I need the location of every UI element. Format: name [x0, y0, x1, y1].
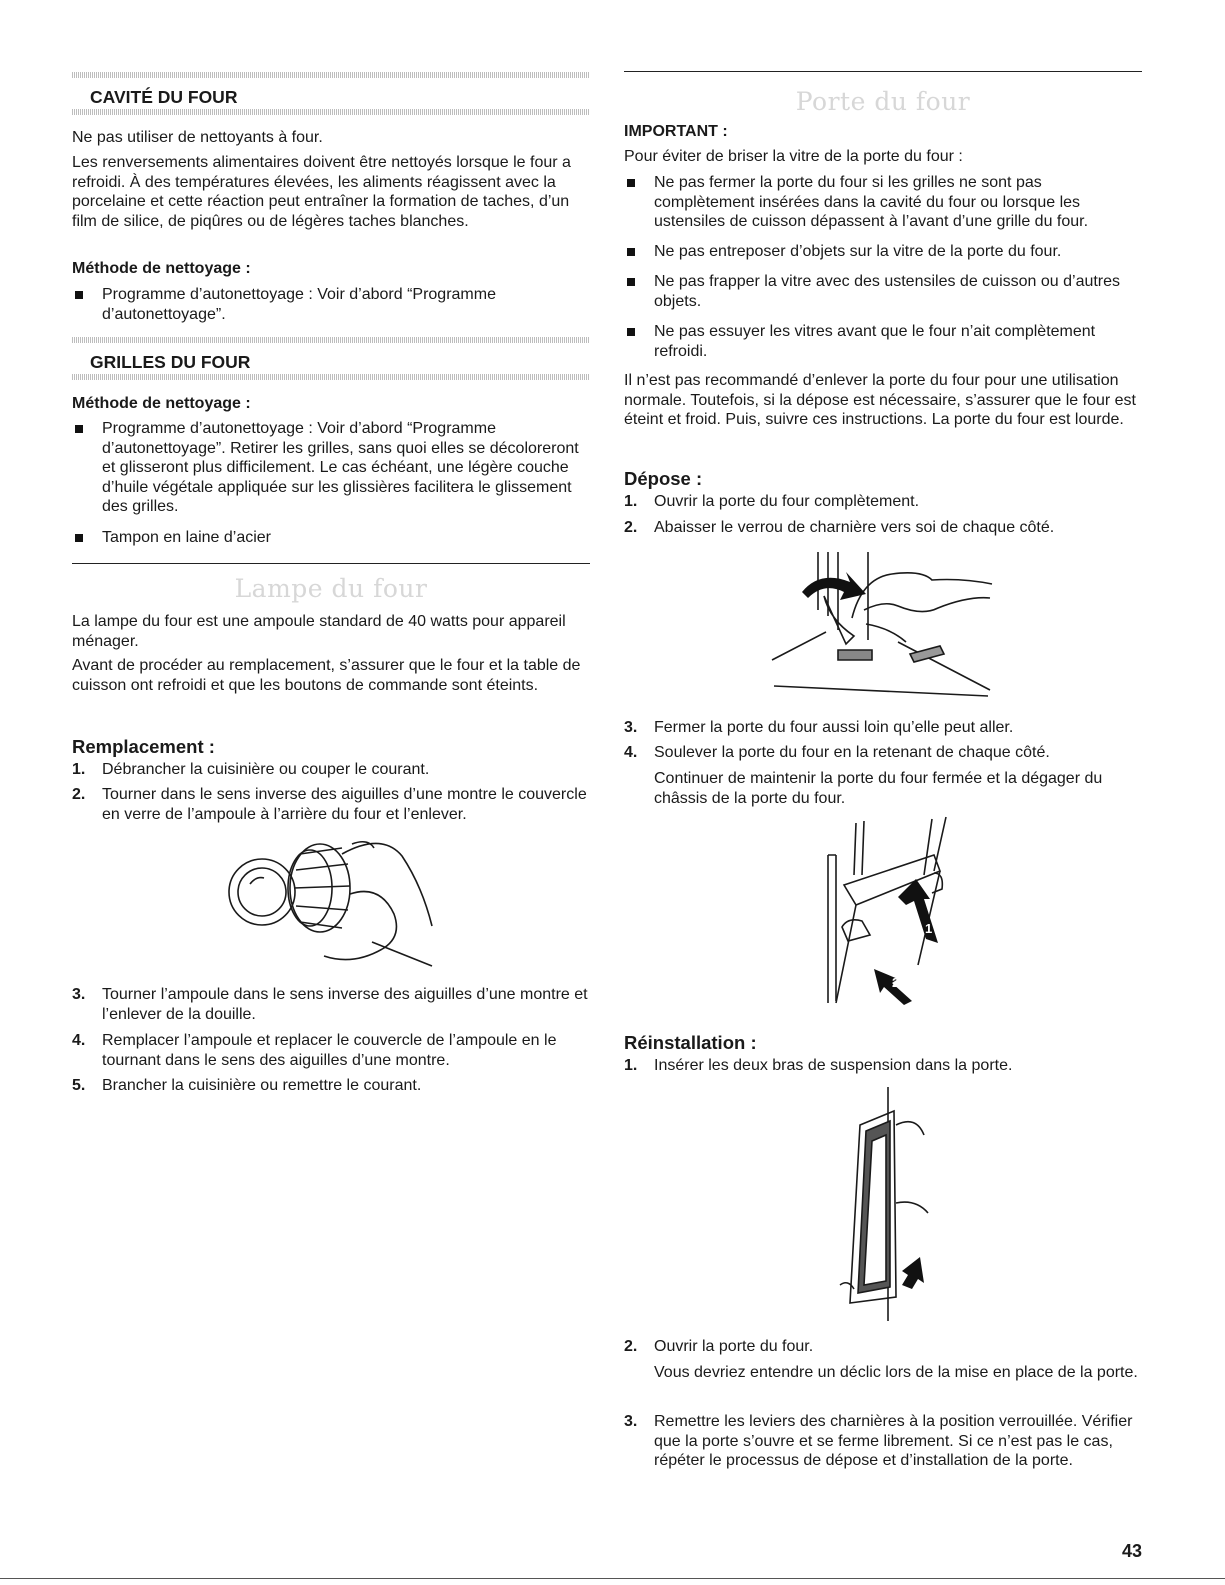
lampe-step: 3. Tourner l’ampoule dans le sens inverse des aiguilles d’une montre et l’enlever de la douille.: [72, 986, 588, 1023]
section-hatch-top: [72, 72, 590, 78]
reinstall-label: Réinstallation :: [624, 1032, 757, 1053]
important-label: IMPORTANT :: [624, 123, 728, 140]
door-reinstall-illustration: [830, 1085, 940, 1325]
reinstall-step: 1. Insérer les deux bras de suspension dans la porte.: [624, 1057, 1013, 1074]
hinge-latch-illustration: [768, 550, 1008, 700]
section-heading-cavite: CAVITÉ DU FOUR: [90, 87, 238, 107]
porte-bullet: Ne pas entreposer d’objets sur la vitre de la porte du four.: [624, 242, 1142, 262]
reinstall-step-continuation: Vous devriez entendre un déclic lors de la mise en place de la porte.: [654, 1364, 1138, 1381]
door-removal-illustration: [822, 815, 962, 1015]
arrow-label-1: 1: [925, 921, 933, 936]
reinstall-step: 3. Remettre les leviers des charnières à la position verrouillée. Vérifier que la porte s’ouvre et se ferme librement. Si ce n’est pas le cas, répéter le processus de dépose et d’installation de la porte.: [624, 1413, 1133, 1470]
porte-bullet: Ne pas fermer la porte du four si les grilles ne sont pas complètement insérées dans la cavité du four ou lorsque les ustensiles de cuisson dépassent à l’avant d’une grille du four.: [624, 173, 1142, 232]
page-bottom-rule: [0, 1578, 1225, 1579]
bulb-socket-ring: [229, 859, 295, 925]
lampe-step: 2. Tourner dans le sens inverse des aiguilles d’une montre le couvercle en verre de l’ampoule à l’arrière du four et l’enlever.: [72, 786, 587, 823]
depose-step: 2. Abaisser le verrou de charnière vers soi de chaque côté.: [624, 519, 1055, 536]
section-rule: [624, 71, 1142, 72]
insert-arrow-icon: [902, 1257, 924, 1289]
section-rule: [72, 563, 590, 564]
depose-step: 4. Soulever la porte du four en la retenant de chaque côté.: [624, 744, 1050, 761]
grilles-method-label: Méthode de nettoyage :: [72, 395, 251, 412]
section-hatch-bottom: [72, 374, 590, 380]
lampe-step: 4. Remplacer l’ampoule et replacer le couvercle de l’ampoule en le tournant dans le sens des aiguilles d’une montre.: [72, 1032, 557, 1069]
page-number: 43: [1121, 1541, 1142, 1561]
section-hatch-bottom: [72, 109, 590, 115]
porte-bullet: Ne pas essuyer les vitres avant que le four n’ait complètement refroidi.: [624, 322, 1142, 361]
porte-title: Porte du four: [795, 87, 971, 116]
bulb-glass: [238, 868, 286, 916]
porte-bullet: Ne pas frapper la vitre avec des ustensiles de cuisson ou d’autres objets.: [624, 272, 1142, 311]
reinstall-step: 2. Ouvrir la porte du four.: [624, 1338, 814, 1355]
depose-label: Dépose :: [624, 468, 703, 489]
porte-intro: Pour éviter de briser la vitre de la porte du four :: [624, 148, 963, 165]
porte-paragraph: Il n’est pas recommandé d’enlever la porte du four pour une utilisation normale. Toutefois, si la dépose est nécessaire, s’assurer que le four est éteint et froid. Puis, suivre ces instructions. La porte du four est lourde.: [624, 372, 1136, 429]
depose-step: 3. Fermer la porte du four aussi loin qu’elle peut aller.: [624, 719, 1014, 736]
lampe-paragraph: Avant de procéder au remplacement, s’assurer que le four et la table de cuisson ont refroidi et que les boutons de commande sont éteints.: [72, 657, 581, 694]
lampe-step: 5. Brancher la cuisinière ou remettre le courant.: [72, 1077, 422, 1094]
down-arrow-icon: [802, 572, 866, 600]
depose-step-continuation: Continuer de maintenir la porte du four fermée et la dégager du châssis de la porte du four.: [654, 770, 1103, 807]
grilles-bullet: Tampon en laine d’acier: [72, 528, 590, 548]
replacement-label: Remplacement :: [72, 736, 215, 757]
cavite-method-label: Méthode de nettoyage :: [72, 260, 251, 277]
cavite-bullet: Programme d’autonettoyage : Voir d’abord “Programme d’autonettoyage”.: [72, 285, 590, 324]
lampe-paragraph: La lampe du four est une ampoule standard de 40 watts pour appareil ménager.: [72, 613, 566, 650]
grilles-bullet: Programme d’autonettoyage : Voir d’abord “Programme d’autonettoyage”. Retirer les grilles, sans quoi elles se décoloreront et glisseront plus difficilement. Le cas échéant, une légère couche d’huile végétale appliquée sur les glissières facilitera le glissement des grilles.: [72, 419, 590, 517]
cavite-paragraph: Les renversements alimentaires doivent être nettoyés lorsque le four a refroidi. À des températures élevées, les aliments réagissent avec la porcelaine et cette réaction peut entraîner la formation de taches, d’un film de silice, de piqûres ou de légères taches blanches.: [72, 154, 571, 230]
cavite-warning: Ne pas utiliser de nettoyants à four.: [72, 129, 323, 146]
depose-step: 1. Ouvrir la porte du four complètement.: [624, 493, 920, 510]
section-heading-grilles: GRILLES DU FOUR: [90, 352, 251, 372]
lampe-title: Lampe du four: [234, 574, 428, 603]
arrow-label-2: 2: [892, 975, 900, 990]
lampe-step: 1. Débrancher la cuisinière ou couper le courant.: [72, 761, 430, 778]
bulb-illustration: [222, 836, 442, 976]
section-hatch-top: [72, 337, 590, 343]
